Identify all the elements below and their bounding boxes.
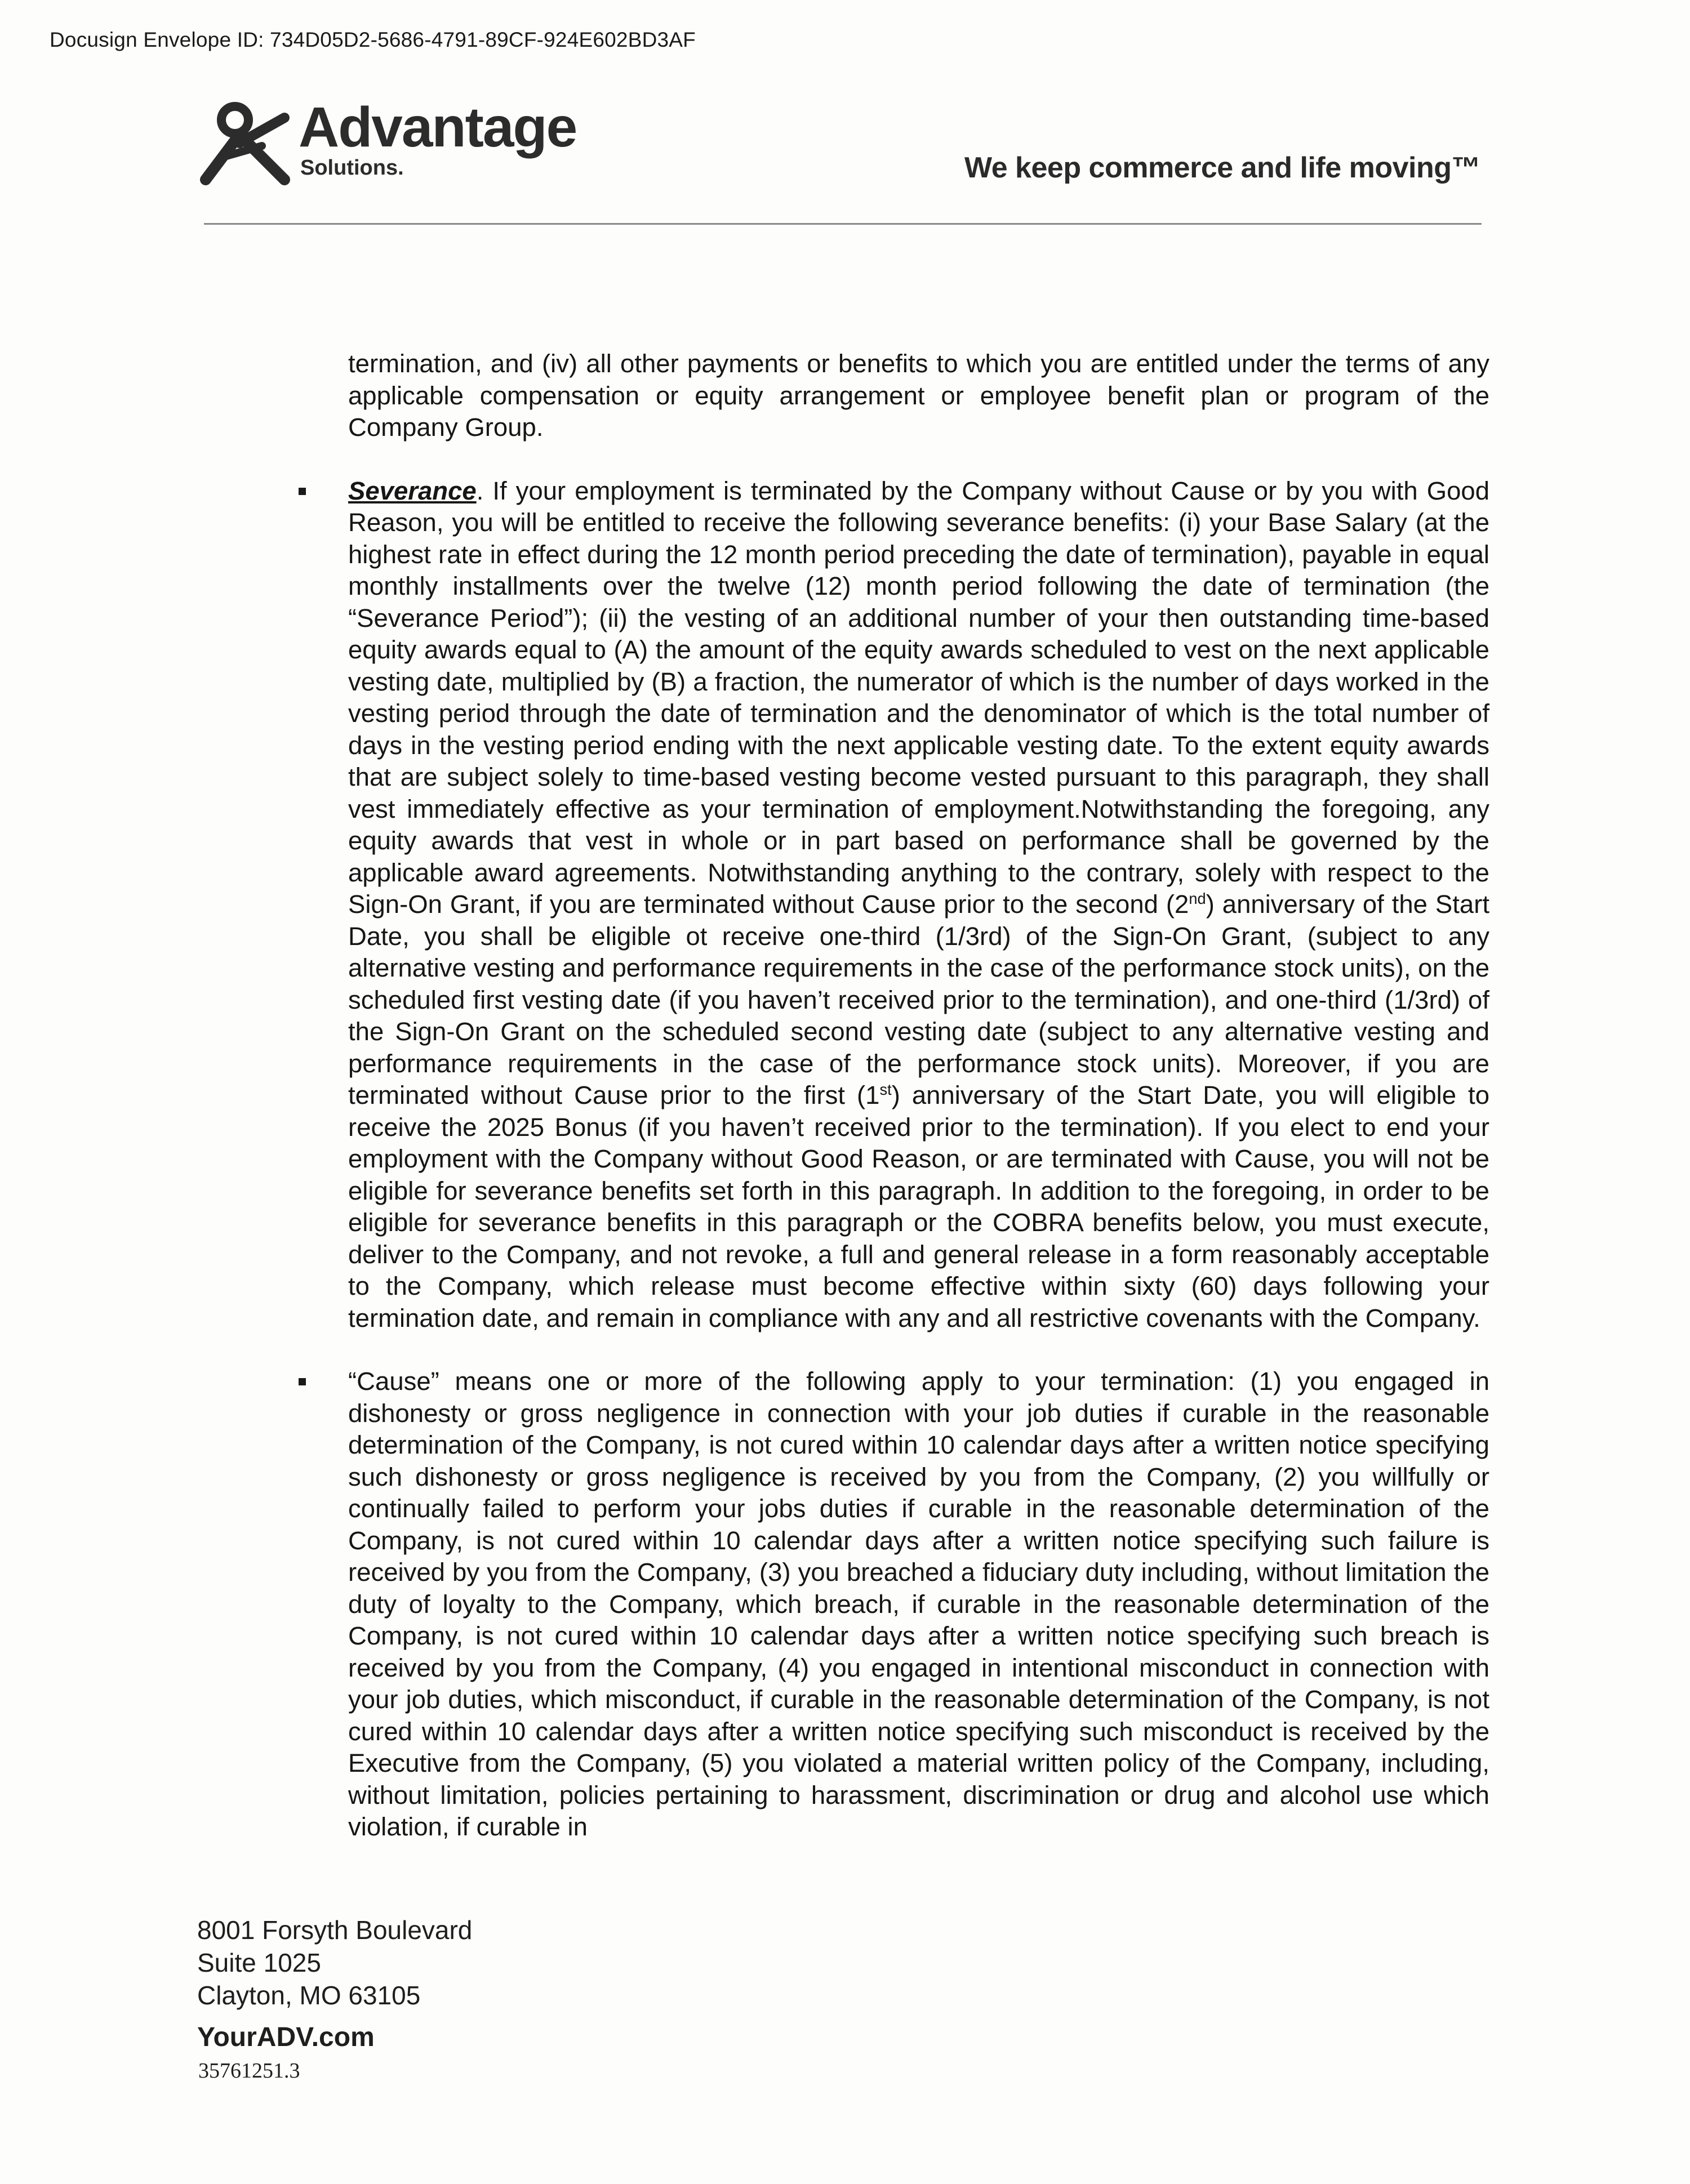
address-street: 8001 Forsyth Boulevard (197, 1915, 473, 1945)
footer-website: YourADV.com (197, 2022, 375, 2052)
footer-address (197, 1914, 472, 2012)
address-city: Clayton, MO 63105 (197, 1981, 421, 2010)
company-logo (200, 96, 594, 189)
superscript-nd: nd (1189, 889, 1206, 907)
envelope-id: Docusign Envelope ID: 734D05D2-5686-4791-89CF-924E602BD3AF (50, 28, 696, 51)
address-suite: Suite 1025 (197, 1948, 321, 1977)
document-number: 35761251.3 (198, 2059, 300, 2083)
severance-heading: Severance (348, 476, 477, 505)
severance-paragraph (348, 475, 1489, 1335)
logo-subtitle: Solutions. (300, 156, 404, 180)
severance-text-1: . If your employment is terminated by the Company without Cause or by you with Good Reason, you will be entitled to receive the following severance benefits: (i) your Base Salary (at the highest rate in effect during the 12 month period preceding the date of termination), payable in equal monthly installments over the twelve (12) month period following the date of termination (the “Severance Period”); (ii) the vesting of an additional number of your then outstanding time-based equity awards equal to (A) the amount of the equity awards scheduled to vest on the next applicable vesting date, multiplied by (B) a fraction, the numerator of which is the number of days worked in the vesting period through the date of termination and the denominator of which is the total number of days in the vesting period ending with the next applicable vesting date. To the extent equity awards that are subject solely to time-based vesting become vested pursuant to this paragraph, they shall vest immediately effective as your termination of employment.Notwithstanding the foregoing, any equity awards that vest in whole or in part based on performance shall be governed by the applicable award agreements. Notwithstanding anything to the contrary, solely with respect to the Sign-On Grant, if you are terminated without Cause prior to the second (2 (348, 476, 1489, 919)
severance-text-3: ) anniversary of the Start Date, you will eligible to receive the 2025 Bonus (if you haven’t received prior to the termination). If you elect to end your employment with the Company without Good Reason, or are terminated with Cause, you will not be eligible for severance benefits set forth in this paragraph. In addition to the foregoing, in order to be eligible for severance benefits in this paragraph or the COBRA benefits below, you must execute, deliver to the Company, and not revoke, a full and general release in a form reasonably acceptable to the Company, which release must become effective within sixty (60) days following your termination date, and remain in compliance with any and all restrictive covenants with the Company. (348, 1081, 1490, 1332)
advantage-figure-icon (200, 101, 296, 185)
severance-text-2: ) anniversary of the Start Date, you shall be eligible ot receive one-third (1/3rd) of the Sign-On Grant, (subject to any alternative vesting and performance requirements in the case of the performance stock units), on the scheduled first vesting date (if you haven’t received prior to the termination), and one-third (1/3rd) of the Sign-On Grant on the scheduled second vesting date (subject to any alternative vesting and performance requirements in the case of the performance stock units). Moreover, if you are terminated without Cause prior to the first (1 (348, 890, 1489, 1109)
bullet-marker (299, 1378, 306, 1385)
letter-body (348, 348, 1489, 1875)
intro-paragraph: termination, and (iv) all other payments or benefits to which you are entitled under the terms of any applicable compensation or equity arrangement or employee benefit plan or program of the Company Group. (348, 349, 1489, 442)
logo-wordmark: Advantage (299, 96, 577, 159)
cause-text: “Cause” means one or more of the following apply to your termination: (1) you engaged in dishonesty or gross negligence in connection with your job duties if curable in the reasonable determination of the Company, is not cured within 10 calendar days after a written notice specifying such dishonesty or gross negligence is received by you from the Company, (2) you willfully or continually failed to perform your jobs duties if curable in the reasonable determination of the Company, is not cured within 10 calendar days after a written notice specifying such failure is received by you from the Company, (3) you breached a fiduciary duty including, without limitation the duty of loyalty to the Company, which breach, if curable in the reasonable determination of the Company, is not cured within 10 calendar days after a written notice specifying such breach is received by you from the Company, (4) you engaged in intentional misconduct in connection with your job duties, which misconduct, if curable in the reasonable determination of the Company, is not cured within 10 calendar days after a written notice specifying such misconduct is received by the Executive from the Company, (5) you violated a material written policy of the Company, including, without limitation, policies pertaining to harassment, discrimination or drug and alcohol use which violation, if curable in (348, 1367, 1489, 1841)
bullet-marker (299, 488, 306, 495)
cause-paragraph (348, 1366, 1489, 1843)
superscript-st: st (879, 1080, 892, 1098)
company-tagline: We keep commerce and life moving™ (964, 151, 1480, 184)
header-divider (204, 223, 1482, 225)
